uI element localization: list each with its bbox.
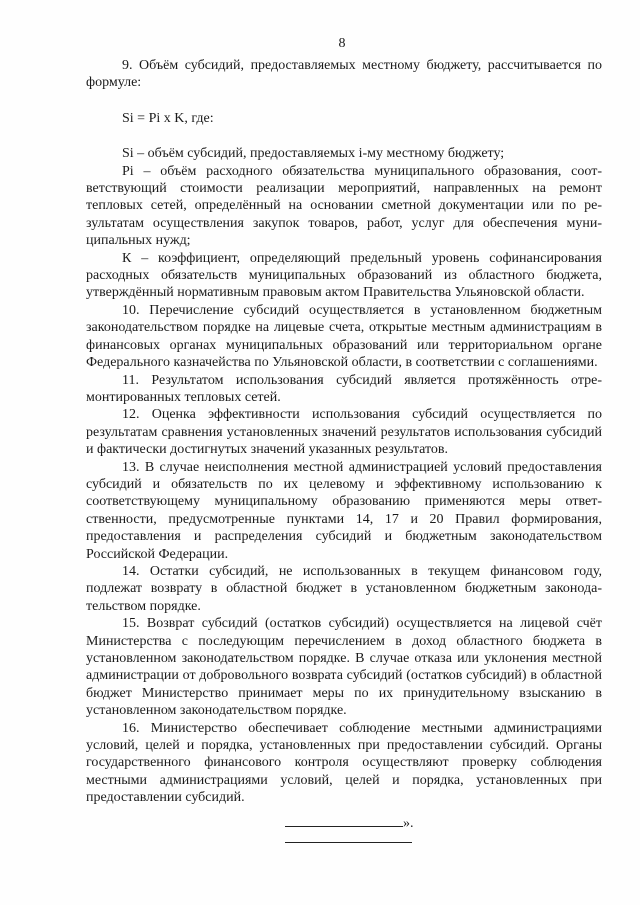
end-rule-divider (285, 842, 412, 843)
paragraph-12: 12. Оценка эффективности использования субсидий осуществляется по результатам сравнения установленных значений результатов использования субсидий и фактически достигнутых значений указанных результатов. (86, 407, 602, 458)
paragraph-14: 14. Остатки субсидий, не использованных в текущем финансовом году, подлежат возврату в областной бюджет в установленном бюджетным законодательством порядке. (86, 563, 602, 614)
definition-k: К – коэффициент, определяющий предельный уровень софинансирования расходных обязательств муниципальных образований из областного бюджета, утверждённый нормативным правовым актом Правительства Ульяновской области. (86, 250, 602, 301)
blank-underline (285, 814, 403, 827)
paragraph-9: 9. Объём субсидий, предоставляемых местному бюджету, рассчитывается по формуле: (86, 58, 602, 91)
paragraph-16: 16. Министерство обеспечивает соблюдение местными администрациями условий, целей и порядка, установленных при предоставлении субсидий. Органы государственного финансового контроля осуществляют проверку соблюдения местными администрациями условий, целей и порядка, установленных при предоставлении субсидий. (86, 720, 602, 806)
page-number: 8 (338, 36, 346, 51)
paragraph-13: 13. В случае неисполнения местной администрацией условий предоставления субсидий и обязательств по их целевому и эффективному использованию к соответствующему муниципальному образованию применяются меры ответственности, предусмотренные пунктами 14, 17 и 20 Правил формирования, предоставления и распределения субсидий и бюджетным законодательством Российской Федерации. (86, 459, 602, 562)
formula: Si = Pi x K, где: (122, 110, 214, 126)
paragraph-15: 15. Возврат субсидий (остатков субсидий) осуществляется на лицевой счёт Министерства с последующим перечислением в доход областного бюджета в установленном законодательством порядке. В случае отказа или уклонения местной администрации от добровольного возврата субсидий (остатков субсидий) в областной бюджет Министерство принимает меры по их принудительному взысканию в установленном законодательством порядке. (86, 616, 602, 719)
document-body (86, 57, 602, 807)
definition-si: Si – объём субсидий, предоставляемых i-му местному бюджету; (122, 146, 505, 162)
paragraph-10: 10. Перечисление субсидий осуществляется в установленном бюджетным законодательством порядке на лицевые счета, открытые местным администрациям в финансовых органах муниципальных образований или территориальном органе Федерального казначейства по Ульяновской области, в соответствии с соглашениями. (86, 302, 602, 371)
paragraph-11: 11. Результатом использования субсидий является протяжённость отремонтированных тепловых сетей. (86, 372, 602, 405)
closing-quote: ». (403, 816, 414, 831)
closing-line (285, 814, 414, 832)
definition-pi: Pi – объём расходного обязательства муниципального образования, соответствующий стоимости реализации мероприятий, направленных на ремонт тепловых сетей, определённый на основании сметной документации или по результатам осуществления закупок товаров, работ, услуг для обеспечения муниципальных нужд; (86, 163, 602, 249)
